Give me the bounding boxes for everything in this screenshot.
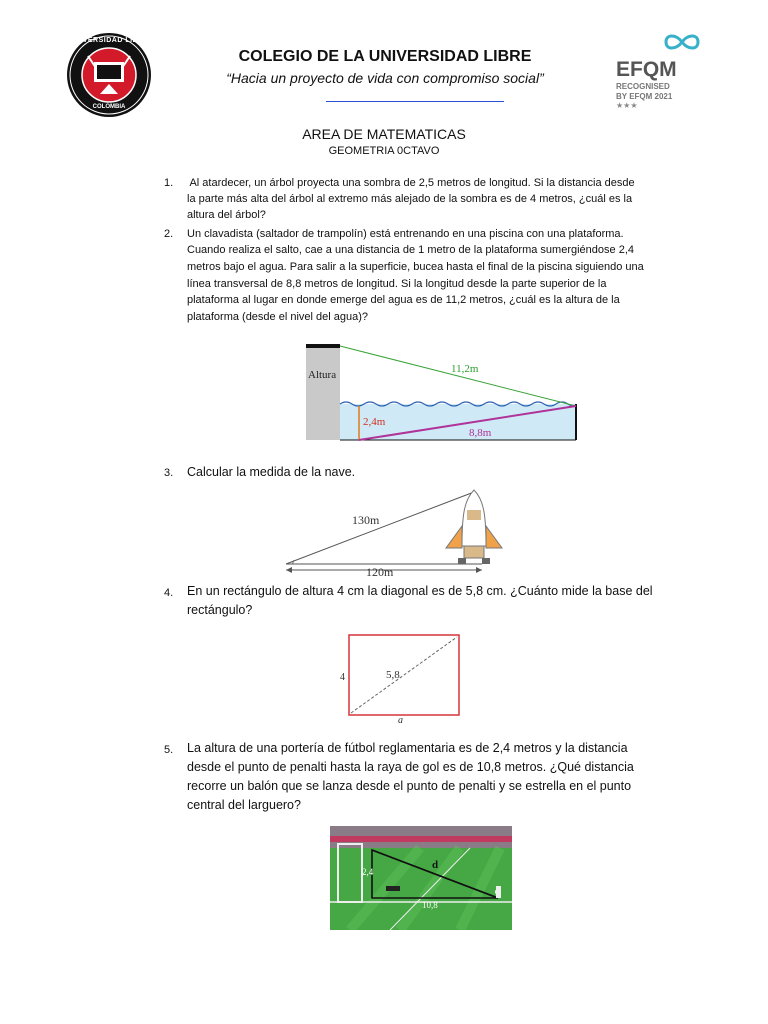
efqm-infinity-icon: [660, 30, 704, 54]
rect-side-label: 4: [340, 672, 345, 683]
pool-depth-label: 2,4m: [363, 416, 386, 428]
rocket-diagram: [282, 486, 514, 576]
area-title: AREA DE MATEMATICAS: [302, 126, 466, 142]
question-line: La altura de una portería de fútbol reglamentaria es de 2,4 metros y la distancia: [187, 741, 628, 755]
question-number: 2.: [164, 228, 174, 240]
efqm-logo: [612, 30, 712, 112]
question-line: rectángulo?: [187, 603, 253, 617]
subject-title: GEOMETRIA 0CTAVO: [328, 145, 440, 157]
efqm-line2: BY EFQM 2021: [616, 92, 673, 101]
question-number: 4.: [164, 587, 174, 599]
question-line: metros bajo el agua. Para salir a la superficie, bucea hasta el final de la piscina siguiendo una: [187, 261, 644, 273]
logo-top-text: UNIVERSIDAD LIBRE: [69, 37, 149, 44]
question-line: Calcular la medida de la nave.: [187, 465, 356, 479]
question-line: desde el punto de penalti hasta la raya de gol es de 10,8 metros. ¿Qué distancia: [187, 760, 634, 774]
soccer-base-label: 10,8: [422, 900, 438, 910]
question-number: 3.: [164, 467, 174, 479]
question-line: central del larguero?: [187, 798, 301, 812]
soccer-photo-diagram: [330, 826, 512, 930]
rocket-base-label: 120m: [366, 565, 394, 576]
school-name: COLEGIO DE LA UNIVERSIDAD LIBRE: [238, 48, 532, 65]
rocket-hyp-label: 130m: [352, 513, 380, 527]
logo-bottom-text: COLOMBIA: [92, 104, 126, 110]
question-line: recorre un balón que se lanza desde el punto de penalti y se estrella en el punto: [187, 779, 632, 793]
question-line: plataforma al lugar en donde emerge del agua es de 11,2 metros, ¿cuál es la altura de la: [187, 294, 620, 306]
question-number: 5.: [164, 744, 174, 756]
rectangle-diagram: [338, 632, 464, 724]
question-line: En un rectángulo de altura 4 cm la diagonal es de 5,8 cm. ¿Cuánto mide la base del: [187, 584, 653, 598]
soccer-d-label: d: [432, 859, 439, 871]
pool-diagram: [303, 342, 581, 442]
header-underline: [326, 101, 504, 102]
efqm-line1: RECOGNISED: [616, 82, 670, 91]
university-logo: [66, 32, 152, 118]
pool-height-label: Altura: [308, 369, 337, 381]
pool-hyp-label: 11,2m: [451, 363, 479, 375]
question-line: línea transversal de 8,8 metros de longitud. Si la longitud desde la parte superior de la: [187, 278, 607, 290]
pool-diag-label: 8,8m: [469, 427, 492, 439]
question-line: Cuando realiza el salto, cae a una distancia de 1 metro de la plataforma sumergiéndose 2,4: [187, 244, 634, 256]
rect-diag-label: 5,8: [386, 669, 400, 681]
soccer-height-label: 2,4: [362, 867, 374, 877]
efqm-brand: EFQM: [616, 58, 677, 81]
school-motto: “Hacia un proyecto de vida con compromiso social”: [226, 70, 544, 86]
rect-base-label: a: [398, 715, 403, 724]
question-line: Al atardecer, un árbol proyecta una sombra de 2,5 metros de longitud. Si la distancia desde: [187, 177, 635, 189]
question-line: la parte más alta del árbol al extremo más alejado de la sombra es de 4 metros, ¿cuál es la: [187, 193, 633, 205]
question-number: 1.: [164, 177, 174, 189]
efqm-stars: ★★★: [616, 101, 638, 110]
question-line: plataforma (desde el nivel del agua)?: [187, 311, 369, 323]
question-line: Un clavadista (saltador de trampolín) está entrenando en una piscina con una plataforma.: [187, 228, 624, 240]
question-line: altura del árbol?: [187, 209, 266, 221]
